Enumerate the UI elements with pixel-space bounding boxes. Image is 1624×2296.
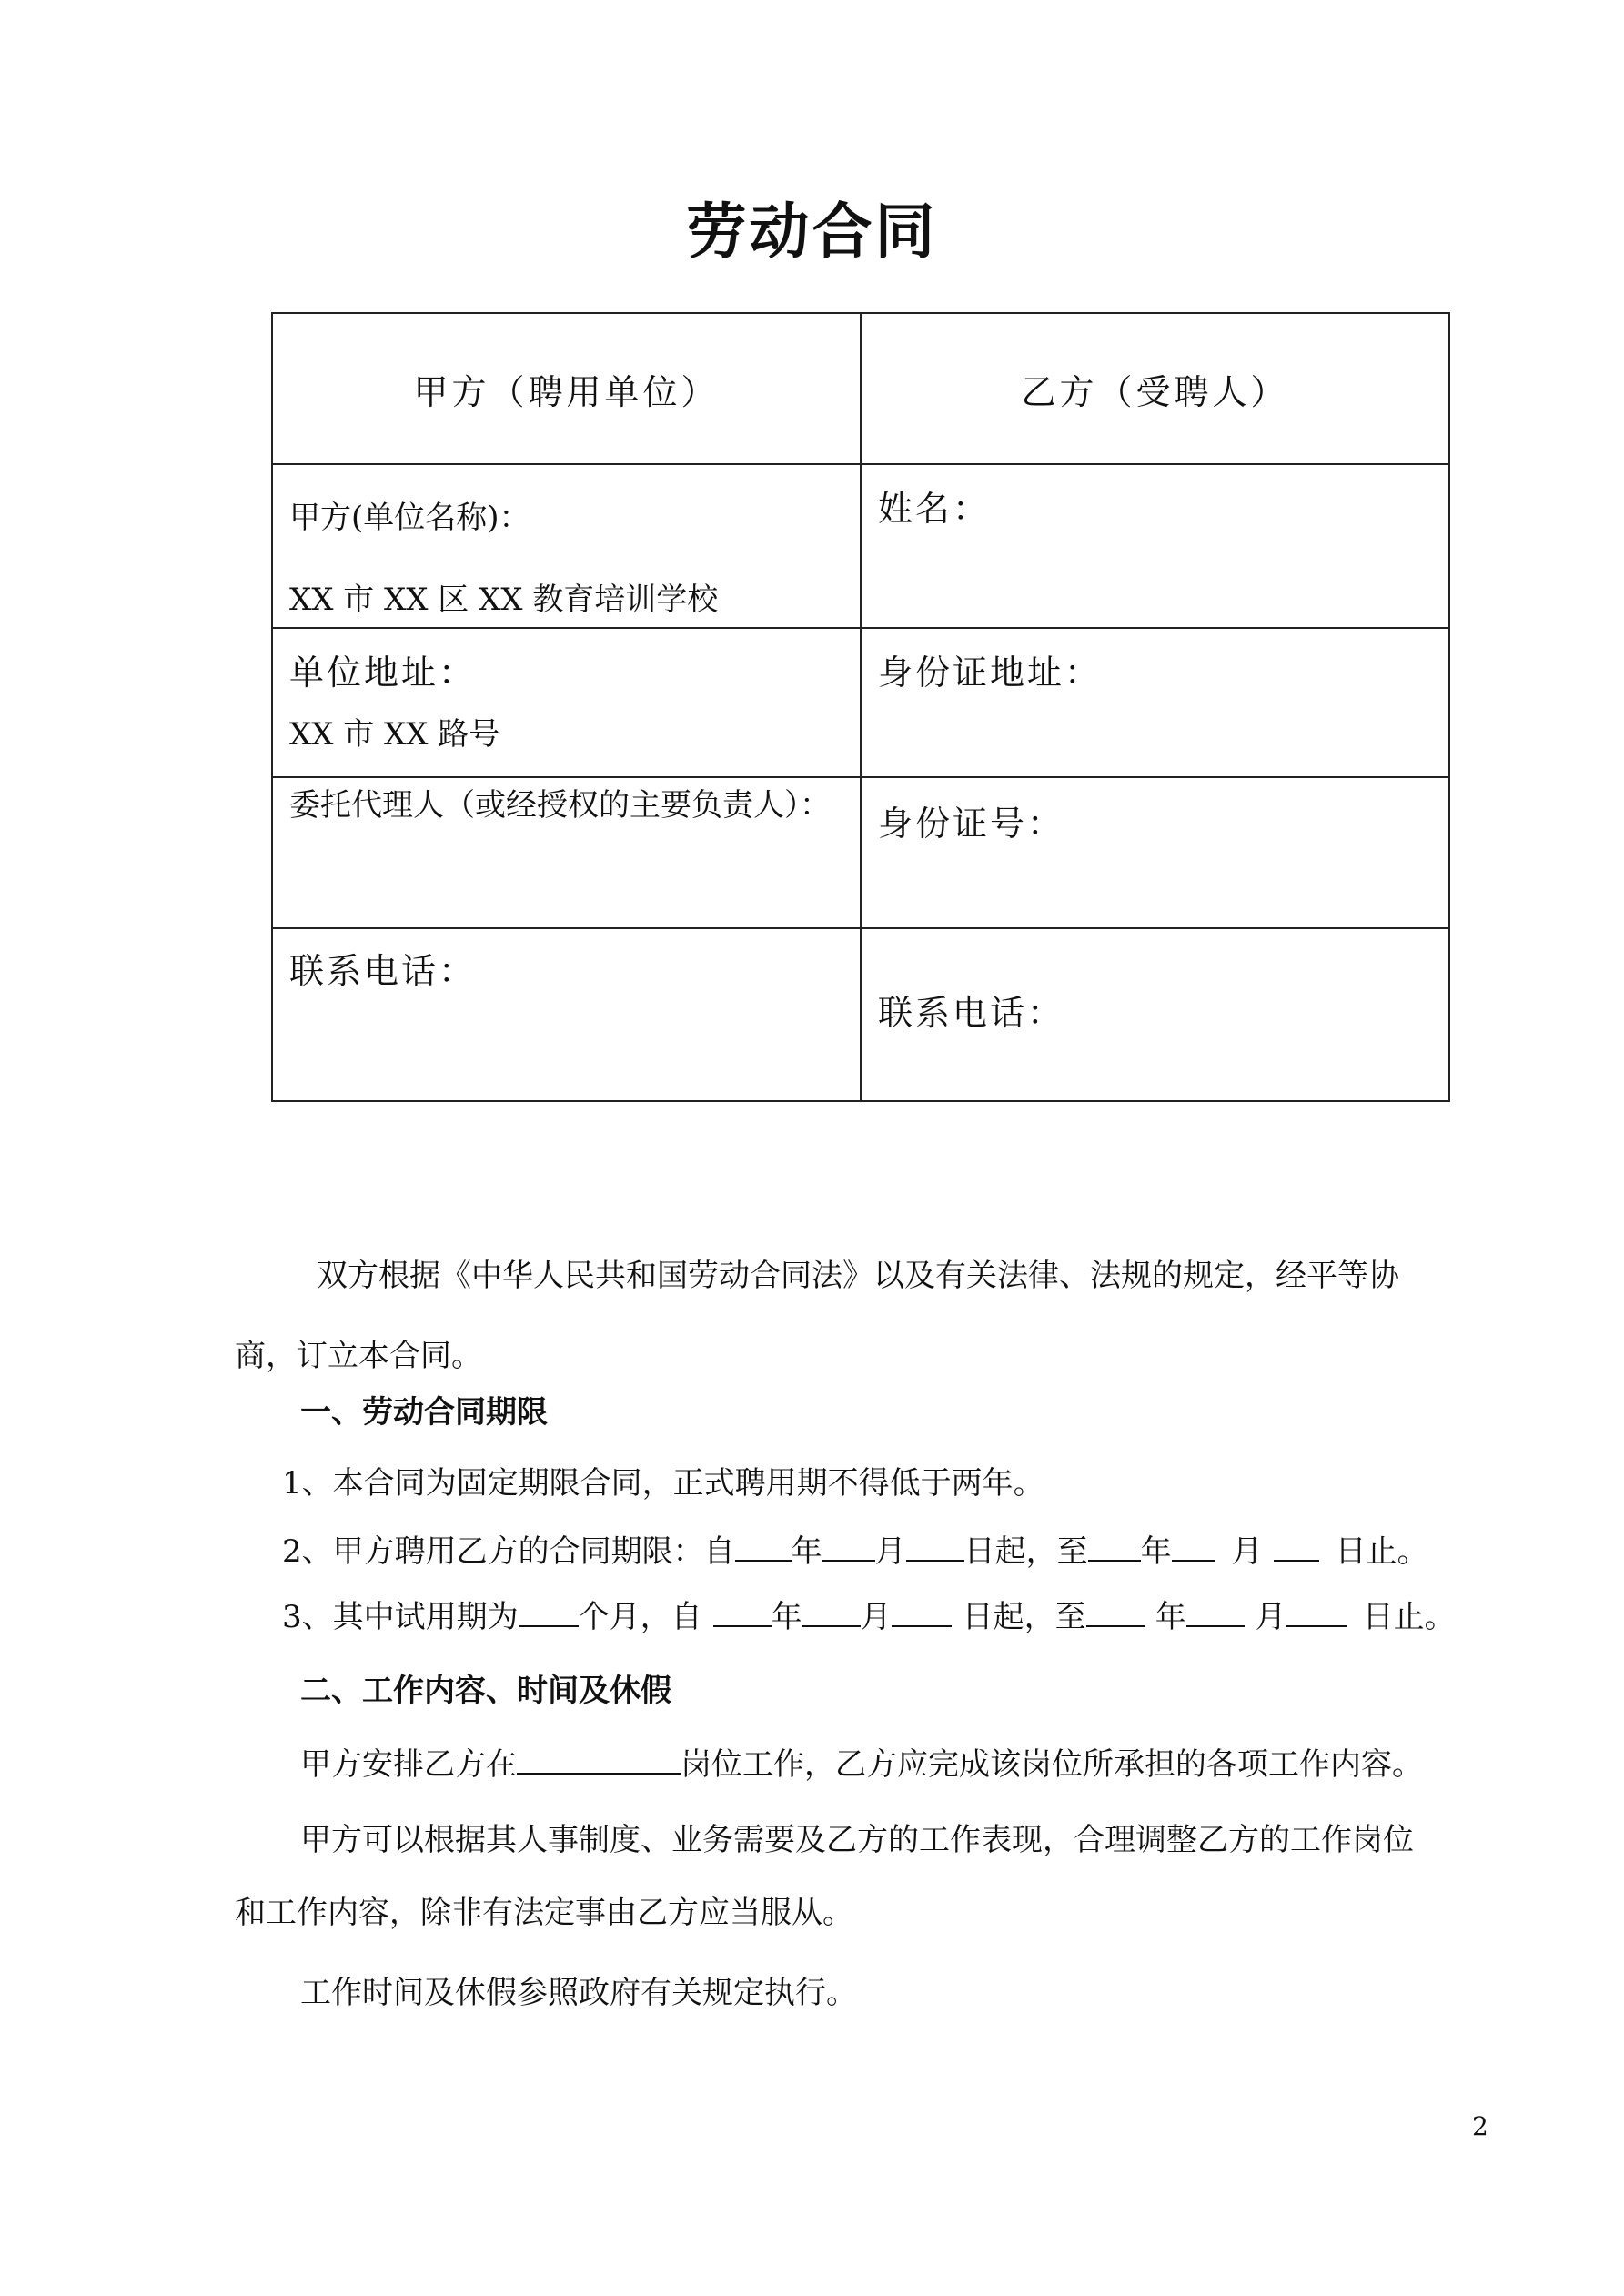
- item-2-day-start: 日起，至: [963, 1533, 1088, 1570]
- item-2-prefix: 2、甲方聘用乙方的合同期限：自: [282, 1533, 735, 1570]
- party-b-name-cell: [861, 464, 1449, 628]
- party-a-agent-label: 委托代理人（或经授权的主要负责人）：: [289, 787, 831, 824]
- item-2-month-unit-2: 月: [1231, 1533, 1263, 1570]
- section-2-para-2-line-2: 和工作内容，除非有法定事由乙方应当服从。: [235, 1895, 853, 1931]
- end-year-blank[interactable]: [1088, 1529, 1141, 1562]
- address-row: [272, 628, 1449, 777]
- party-b-phone-cell: [861, 928, 1449, 1101]
- party-a-name-cell: [272, 464, 861, 628]
- probation-start-month-blank[interactable]: [802, 1594, 861, 1627]
- para-1-prefix: 甲方安排乙方在: [300, 1746, 517, 1783]
- probation-months-blank[interactable]: [519, 1594, 579, 1627]
- item-3-year-unit-2: 年: [1155, 1599, 1186, 1635]
- item-3-month-unit: 月: [860, 1599, 892, 1635]
- start-day-blank[interactable]: [906, 1529, 964, 1562]
- name-row: [272, 464, 1449, 628]
- item-3-months-unit: 个月，自: [578, 1599, 702, 1635]
- item-3-year-unit: 年: [771, 1599, 802, 1635]
- section-1-item-1: 1、本合同为固定期限合同，正式聘用期不得低于两年。: [282, 1465, 1044, 1502]
- section-2-para-2-line-1: 甲方可以根据其人事制度、业务需要及乙方的工作表现，合理调整乙方的工作岗位: [300, 1822, 1414, 1858]
- party-b-id-address-cell: [861, 628, 1449, 777]
- party-a-name-value: XX 市 XX 区 XX 教育培训学校: [289, 582, 719, 618]
- party-a-address-cell: [272, 628, 861, 777]
- para-1-suffix: 岗位工作，乙方应完成该岗位所承担的各项工作内容。: [681, 1746, 1423, 1783]
- item-2-end: 日止。: [1335, 1533, 1428, 1570]
- item-2-year-unit: 年: [791, 1533, 822, 1570]
- position-blank[interactable]: [517, 1742, 681, 1775]
- probation-end-day-blank[interactable]: [1286, 1594, 1347, 1627]
- party-a-name-label: 甲方(单位名称)：: [289, 500, 530, 536]
- probation-start-year-blank[interactable]: [713, 1594, 772, 1627]
- item-3-end: 日止。: [1362, 1599, 1456, 1635]
- item-3-prefix: 3、其中试用期为: [282, 1599, 519, 1635]
- party-b-id-address-label: 身份证地址：: [878, 652, 1103, 693]
- party-a-agent-cell: [272, 777, 861, 928]
- end-month-blank[interactable]: [1172, 1529, 1215, 1562]
- section-1-item-2: [282, 1529, 1428, 1572]
- party-a-address-value: XX 市 XX 路号: [289, 716, 500, 753]
- phone-row: [272, 928, 1449, 1101]
- agent-row: [272, 777, 1449, 928]
- end-day-blank[interactable]: [1274, 1529, 1319, 1562]
- intro-line-2: 商，订立本合同。: [235, 1338, 482, 1374]
- probation-end-year-blank[interactable]: [1086, 1594, 1145, 1627]
- section-2-heading: 二、工作内容、时间及休假: [300, 1673, 671, 1709]
- page-number: 2: [1472, 2111, 1488, 2141]
- party-b-id-number-cell: [861, 777, 1449, 928]
- party-a-header: 甲方（聘用单位）: [272, 313, 861, 464]
- party-b-id-number-label: 身份证号：: [878, 804, 1065, 844]
- party-b-header: 乙方（受聘人）: [861, 313, 1449, 464]
- document-title: 劳动合同: [686, 197, 938, 267]
- section-2-para-3: 工作时间及休假参照政府有关规定执行。: [300, 1975, 857, 2011]
- intro-line-1: 双方根据《中华人民共和国劳动合同法》以及有关法律、法规的规定，经平等协: [317, 1258, 1399, 1294]
- section-1-heading: 一、劳动合同期限: [300, 1394, 548, 1431]
- item-3-month-unit-2: 月: [1255, 1599, 1286, 1635]
- probation-end-month-blank[interactable]: [1186, 1594, 1245, 1627]
- item-3-day-start: 日起，至: [962, 1599, 1086, 1635]
- section-1-item-3: [282, 1594, 1456, 1637]
- party-a-phone-cell: [272, 928, 861, 1101]
- section-2-para-1: [300, 1742, 1423, 1785]
- parties-table: [271, 312, 1450, 1102]
- start-year-blank[interactable]: [735, 1529, 792, 1562]
- item-2-year-unit-2: 年: [1140, 1533, 1172, 1570]
- probation-start-day-blank[interactable]: [892, 1594, 952, 1627]
- parties-header-row: [272, 313, 1449, 464]
- item-2-month-unit: 月: [874, 1533, 906, 1570]
- start-month-blank[interactable]: [822, 1529, 875, 1562]
- party-a-address-label: 单位地址：: [289, 652, 477, 693]
- party-b-name-label: 姓名：: [878, 489, 991, 529]
- party-b-phone-label: 联系电话：: [878, 993, 1065, 1033]
- party-a-phone-label: 联系电话：: [289, 951, 477, 991]
